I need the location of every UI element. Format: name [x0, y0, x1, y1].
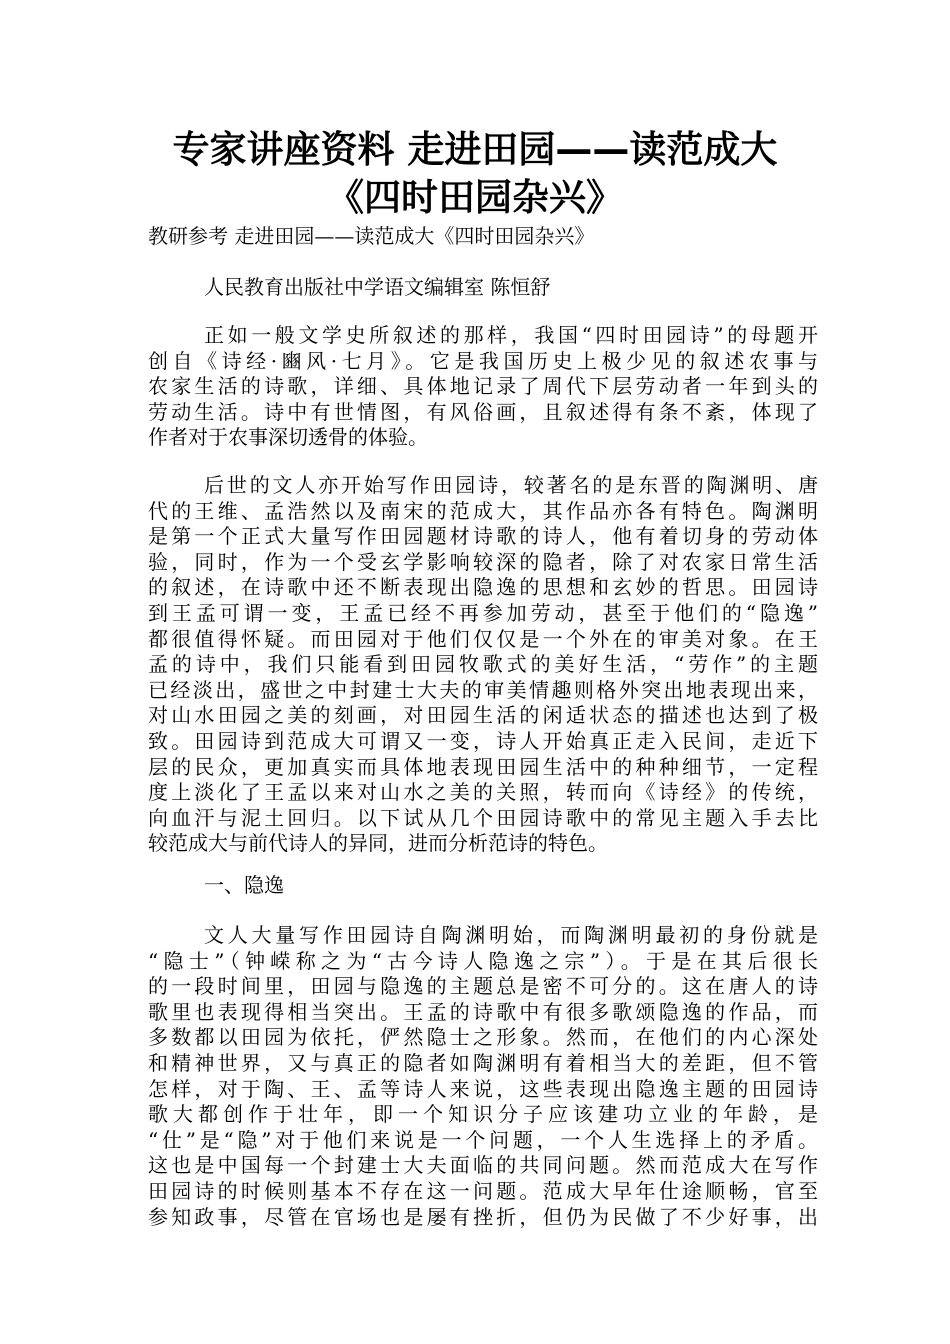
paragraph-line: 向血汗与泥土回归。以下试从几个田园诗歌中的常见主题入手去比	[148, 805, 818, 830]
paragraph-line: 后世的文人亦开始写作田园诗，较著名的是东晋的陶渊明、唐	[204, 473, 818, 497]
paragraph-1	[148, 323, 818, 451]
paragraph-line: 正如一般文学史所叙述的那样，我国“四时田园诗”的母题开	[204, 323, 818, 347]
paragraph-line: 的一段时间里，田园与隐逸的主题总是密不可分的。这在唐人的诗	[148, 974, 818, 999]
document-title	[120, 126, 830, 222]
paragraph-line: 致。田园诗到范成大可谓又一变，诗人开始真正走入民间，走近下	[148, 728, 818, 753]
paragraph-line: 歌大都创作于壮年，即一个知识分子应该建功立业的年龄，是	[148, 1102, 818, 1127]
paragraph-line: 创自《诗经·豳风·七月》。它是我国历史上极少见的叙述农事与	[148, 348, 818, 373]
paragraph-line: 较范成大与前代诗人的异同，进而分析范诗的特色。	[148, 831, 608, 856]
author-line: 人民教育出版社中学语文编辑室 陈恒舒	[204, 275, 551, 299]
paragraph-line: 孟的诗中，我们只能看到田园牧歌式的美好生活，“劳作”的主题	[148, 652, 818, 677]
paragraph-3	[148, 923, 818, 1230]
paragraph-2	[148, 473, 818, 857]
paragraph-line: 多数都以田园为依托，俨然隐士之形象。然而，在他们的内心深处	[148, 1025, 818, 1050]
paragraph-line: 已经淡出，盛世之中封建士大夫的审美情趣则格外突出地表现出来，	[148, 677, 818, 702]
subtitle: 教研参考 走进田园——读范成大《四时田园杂兴》	[148, 224, 595, 248]
paragraph-line: 这也是中国每一个封建士大夫面临的共同问题。然而范成大在写作	[148, 1153, 818, 1178]
paragraph-line: 验，同时，作为一个受玄学影响较深的隐者，除了对农家日常生活	[148, 549, 818, 574]
paragraph-line: 劳动生活。诗中有世情图，有风俗画，且叙述得有条不紊，体现了	[148, 399, 818, 424]
paragraph-line: 层的民众，更加真实而具体地表现田园生活中的种种细节，一定程	[148, 754, 818, 779]
paragraph-line: 代的王维、孟浩然以及南宋的范成大，其作品亦各有特色。陶渊明	[148, 498, 818, 523]
paragraph-line: 和精神世界，又与真正的隐者如陶渊明有着相当大的差距，但不管	[148, 1050, 818, 1075]
title-line-1: 专家讲座资料 走进田园——读范成大	[172, 128, 778, 171]
paragraph-line: “仕”是“隐”对于他们来说是一个问题，一个人生选择上的矛盾。	[148, 1127, 818, 1152]
paragraph-line: 田园诗的时候则基本不存在这一问题。范成大早年仕途顺畅，官至	[148, 1178, 818, 1203]
paragraph-line: 怎样，对于陶、王、孟等诗人来说，这些表现出隐逸主题的田园诗	[148, 1076, 818, 1101]
paragraph-line: “隐士”（钟嵘称之为“古今诗人隐逸之宗”）。于是在其后很长	[148, 948, 818, 973]
paragraph-line: 歌里也表现得相当突出。王孟的诗歌中有很多歌颂隐逸的作品，而	[148, 999, 818, 1024]
section-heading: 一、隐逸	[204, 873, 284, 897]
title-line-2: 《四时田园杂兴》	[327, 176, 623, 219]
paragraph-line: 的叙述，在诗歌中还不断表现出隐逸的思想和玄妙的哲思。田园诗	[148, 575, 818, 600]
paragraph-line: 度上淡化了王孟以来对山水之美的关照，转而向《诗经》的传统，	[148, 780, 818, 805]
paragraph-line: 是第一个正式大量写作田园题材诗歌的诗人，他有着切身的劳动体	[148, 524, 818, 549]
paragraph-line: 农家生活的诗歌，详细、具体地记录了周代下层劳动者一年到头的	[148, 374, 818, 399]
paragraph-line: 作者对于农事深切透骨的体验。	[148, 425, 428, 450]
paragraph-line: 对山水田园之美的刻画，对田园生活的闲适状态的描述也达到了极	[148, 703, 818, 728]
paragraph-line: 参知政事，尽管在官场也是屡有挫折，但仍为民做了不少好事，出	[148, 1204, 818, 1229]
paragraph-line: 文人大量写作田园诗自陶渊明始，而陶渊明最初的身份就是	[204, 923, 818, 947]
paragraph-line: 到王孟可谓一变，王孟已经不再参加劳动，甚至于他们的“隐逸”	[148, 600, 818, 625]
paragraph-line: 都很值得怀疑。而田园对于他们仅仅是一个外在的审美对象。在王	[148, 626, 818, 651]
